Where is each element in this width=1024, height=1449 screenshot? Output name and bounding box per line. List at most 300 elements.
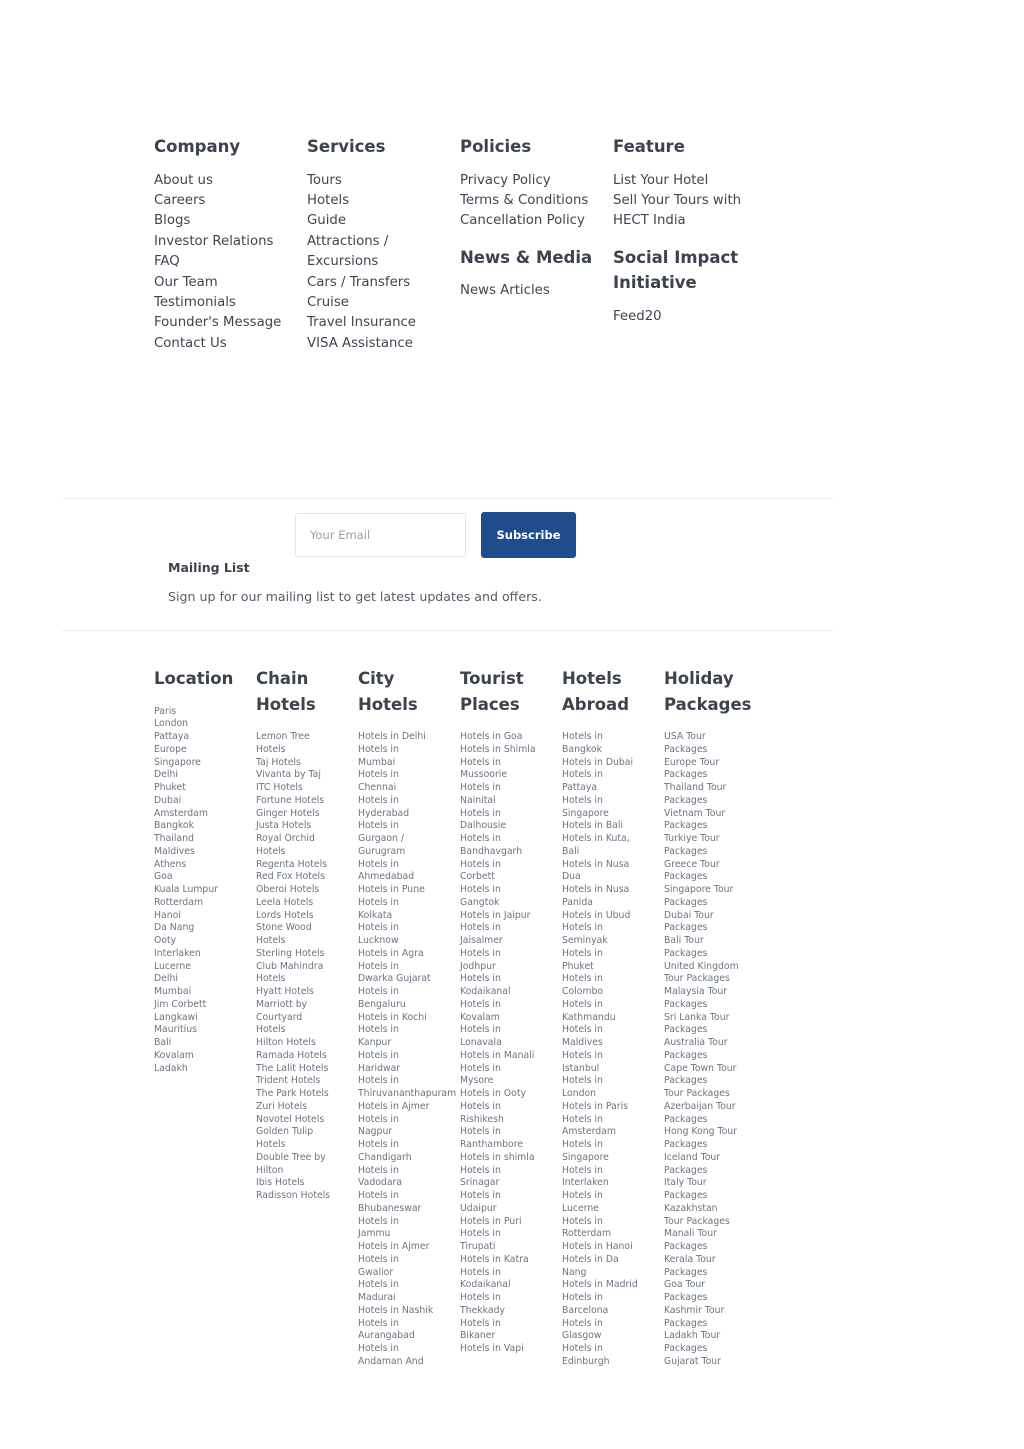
tourist-place-link[interactable]: Hotels in bbox=[460, 884, 501, 895]
location-link[interactable]: Amsterdam bbox=[154, 807, 208, 819]
tourist-place-link[interactable]: Hotels in Shimla bbox=[460, 743, 536, 755]
location-link[interactable]: Mumbai bbox=[154, 986, 192, 997]
hotel-abroad-link[interactable]: Hotels in bbox=[562, 1139, 603, 1150]
holiday-package-link[interactable]: Kerala Tour bbox=[664, 1253, 716, 1265]
city-hotel-link[interactable]: Hotels in bbox=[358, 896, 399, 908]
tourist-place-link[interactable]: Lonavala bbox=[460, 1037, 502, 1048]
location-link[interactable]: Phuket bbox=[154, 782, 186, 793]
hotel-abroad-link[interactable]: Hotels in bbox=[562, 794, 603, 806]
city-hotel-link[interactable]: Hotels in bbox=[358, 1215, 399, 1227]
tourist-place-link[interactable]: Rishikesh bbox=[460, 1113, 504, 1125]
services-link[interactable]: Guide bbox=[307, 213, 347, 229]
tourist-place-link[interactable]: Hotels in bbox=[460, 807, 501, 819]
tourist-place-link[interactable]: Thekkady bbox=[460, 1304, 505, 1316]
hotel-abroad-link[interactable]: Hotels in bbox=[562, 1049, 603, 1061]
subscribe-button[interactable]: Subscribe bbox=[481, 512, 576, 558]
tourist-place-link[interactable]: Hotels in bbox=[460, 833, 501, 844]
holiday-package-link[interactable]: Europe Tour bbox=[664, 756, 720, 768]
chain-hotel-link[interactable]: Zuri Hotels bbox=[256, 1100, 308, 1112]
tourist-place-link[interactable]: Hotels in bbox=[460, 1062, 501, 1074]
hotel-abroad-link[interactable]: Hotels in bbox=[562, 1317, 603, 1329]
chain-hotel-link[interactable]: Hotels bbox=[256, 1139, 286, 1150]
hotel-abroad-link[interactable]: Hotels in bbox=[562, 947, 603, 959]
hotel-abroad-link[interactable]: Hotels in bbox=[562, 1024, 603, 1036]
hotel-abroad-link[interactable]: Hotels in bbox=[562, 731, 603, 742]
city-hotel-link[interactable]: Hotels in Delhi bbox=[358, 731, 426, 742]
chain-hotel-link[interactable]: Double Tree by bbox=[256, 1151, 326, 1163]
location-link[interactable]: Hanoi bbox=[154, 909, 181, 921]
hotel-abroad-link[interactable]: Singapore bbox=[562, 807, 609, 819]
tourist-place-link[interactable]: Kovalam bbox=[460, 1011, 500, 1023]
chain-hotel-link[interactable]: Hotels bbox=[256, 743, 286, 755]
chain-hotel-link[interactable]: Justa Hotels bbox=[256, 820, 312, 832]
policies-link[interactable]: Terms & Conditions bbox=[460, 192, 589, 208]
city-hotel-link[interactable]: Hotels in bbox=[358, 794, 399, 806]
company-link[interactable]: Blogs bbox=[154, 213, 191, 229]
city-hotel-link[interactable]: Vadodara bbox=[358, 1177, 403, 1189]
city-hotel-link[interactable]: Hotels in bbox=[358, 1113, 399, 1125]
services-link[interactable]: Excursions bbox=[307, 254, 379, 270]
hotel-abroad-link[interactable]: London bbox=[562, 1088, 597, 1099]
hotel-abroad-link[interactable]: Hotels in bbox=[562, 922, 603, 934]
holiday-package-link[interactable]: Packages bbox=[664, 1292, 708, 1303]
holiday-package-link[interactable]: Ladakh Tour bbox=[664, 1330, 721, 1342]
hotel-abroad-link[interactable]: Pattaya bbox=[562, 782, 598, 793]
hotel-abroad-link[interactable]: Glasgow bbox=[562, 1330, 602, 1342]
tourist-place-link[interactable]: Mussoorie bbox=[460, 769, 508, 781]
holiday-package-link[interactable]: Thailand Tour bbox=[664, 782, 727, 793]
holiday-package-link[interactable]: Packages bbox=[664, 1190, 708, 1201]
hotel-abroad-link[interactable]: Nang bbox=[562, 1266, 587, 1278]
tourist-place-link[interactable]: Nainital bbox=[460, 794, 496, 806]
holiday-package-link[interactable]: Sri Lanka Tour bbox=[664, 1011, 730, 1023]
city-hotel-link[interactable]: Hotels in bbox=[358, 743, 399, 755]
services-link[interactable]: Cars / Transfers bbox=[307, 274, 411, 290]
holiday-package-link[interactable]: Tour Packages bbox=[664, 1215, 730, 1227]
location-link[interactable]: Ladakh bbox=[154, 1062, 188, 1074]
tourist-place-link[interactable]: Hotels in bbox=[460, 1228, 501, 1240]
city-hotel-link[interactable]: Bhubaneswar bbox=[358, 1202, 422, 1214]
city-hotel-link[interactable]: Hotels in Pune bbox=[358, 884, 425, 895]
city-hotel-link[interactable]: Hotels in bbox=[358, 820, 399, 832]
hotel-abroad-link[interactable]: Panida bbox=[562, 896, 593, 908]
holiday-package-link[interactable]: Packages bbox=[664, 1113, 708, 1125]
holiday-package-link[interactable]: Packages bbox=[664, 1343, 708, 1354]
tourist-place-link[interactable]: Hotels in bbox=[460, 1164, 501, 1176]
city-hotel-link[interactable]: Madurai bbox=[358, 1292, 396, 1303]
tourist-place-link[interactable]: Hotels in bbox=[460, 1024, 501, 1036]
city-hotel-link[interactable]: Hyderabad bbox=[358, 807, 410, 819]
company-link[interactable]: Investor Relations bbox=[154, 233, 274, 249]
holiday-package-link[interactable]: USA Tour bbox=[664, 731, 706, 742]
tourist-place-link[interactable]: Hotels in bbox=[460, 1190, 501, 1201]
holiday-package-link[interactable]: Packages bbox=[664, 1024, 708, 1036]
chain-hotel-link[interactable]: Lords Hotels bbox=[256, 909, 314, 921]
feature-link[interactable]: HECT India bbox=[613, 213, 686, 229]
holiday-package-link[interactable]: Singapore Tour bbox=[664, 884, 734, 895]
city-hotel-link[interactable]: Gwalior bbox=[358, 1266, 394, 1278]
holiday-package-link[interactable]: Packages bbox=[664, 1317, 708, 1329]
chain-hotel-link[interactable]: Radisson Hotels bbox=[256, 1190, 331, 1201]
hotel-abroad-link[interactable]: Hotels in Dubai bbox=[562, 756, 634, 768]
company-link[interactable]: Contact Us bbox=[154, 335, 227, 351]
city-hotel-link[interactable]: Nagpur bbox=[358, 1126, 393, 1138]
holiday-package-link[interactable]: Iceland Tour bbox=[664, 1151, 721, 1163]
hotel-abroad-link[interactable]: Colombo bbox=[562, 986, 604, 997]
city-hotel-link[interactable]: Hotels in bbox=[358, 1343, 399, 1354]
hotel-abroad-link[interactable]: Hotels in Madrid bbox=[562, 1279, 638, 1291]
city-hotel-link[interactable]: Hotels in bbox=[358, 1164, 399, 1176]
tourist-place-link[interactable]: Hotels in bbox=[460, 1292, 501, 1303]
city-hotel-link[interactable]: Hotels in bbox=[358, 1253, 399, 1265]
hotel-abroad-link[interactable]: Hotels in bbox=[562, 1343, 603, 1354]
tourist-place-link[interactable]: Hotels in bbox=[460, 973, 501, 985]
holiday-package-link[interactable]: Packages bbox=[664, 794, 708, 806]
services-link[interactable]: VISA Assistance bbox=[307, 335, 413, 351]
location-link[interactable]: Europe bbox=[154, 743, 187, 755]
holiday-package-link[interactable]: Packages bbox=[664, 769, 708, 781]
chain-hotel-link[interactable]: Ginger Hotels bbox=[256, 807, 320, 819]
holiday-package-link[interactable]: Packages bbox=[664, 1266, 708, 1278]
holiday-package-link[interactable]: Bali Tour bbox=[664, 935, 704, 946]
city-hotel-link[interactable]: Mumbai bbox=[358, 756, 396, 768]
hotel-abroad-link[interactable]: Hotels in bbox=[562, 1215, 603, 1227]
holiday-package-link[interactable]: Turkiye Tour bbox=[664, 833, 720, 844]
holiday-package-link[interactable]: Italy Tour bbox=[664, 1177, 707, 1189]
location-link[interactable]: Ooty bbox=[154, 935, 177, 946]
hotel-abroad-link[interactable]: Hotels in bbox=[562, 973, 603, 985]
tourist-place-link[interactable]: Bikaner bbox=[460, 1330, 496, 1342]
services-link[interactable]: Attractions / bbox=[307, 233, 389, 249]
city-hotel-link[interactable]: Hotels in bbox=[358, 769, 399, 781]
tourist-place-link[interactable]: Hotels in bbox=[460, 998, 501, 1010]
chain-hotel-link[interactable]: Red Fox Hotels bbox=[256, 871, 325, 883]
holiday-package-link[interactable]: Packages bbox=[664, 1164, 708, 1176]
tourist-place-link[interactable]: Hotels in bbox=[460, 947, 501, 959]
location-link[interactable]: Athens bbox=[154, 858, 187, 870]
hotel-abroad-link[interactable]: Hotels in Bali bbox=[562, 820, 624, 832]
policies-link[interactable]: Privacy Policy bbox=[460, 172, 551, 188]
hotel-abroad-link[interactable]: Interlaken bbox=[562, 1177, 609, 1189]
social-impact-heading-line1: Social Impact bbox=[613, 247, 739, 267]
location-link[interactable]: Da Nang bbox=[154, 922, 195, 934]
chain-hotel-link[interactable]: Golden Tulip bbox=[256, 1126, 314, 1138]
hotel-abroad-link[interactable]: Hotels in Paris bbox=[562, 1100, 628, 1112]
city-hotel-link[interactable]: Hotels in bbox=[358, 1075, 399, 1087]
city-hotel-link[interactable]: Hotels in Agra bbox=[358, 947, 424, 959]
chain-hotel-link[interactable]: ITC Hotels bbox=[256, 782, 303, 793]
city-hotel-link[interactable]: Hotels in bbox=[358, 1139, 399, 1150]
chain-hotel-link[interactable]: Sterling Hotels bbox=[256, 947, 325, 959]
city-hotel-link[interactable]: Jammu bbox=[358, 1228, 391, 1240]
chain-hotel-link[interactable]: Ramada Hotels bbox=[256, 1049, 327, 1061]
city-hotel-link[interactable]: Bengaluru bbox=[358, 998, 406, 1010]
holiday-package-link[interactable]: Greece Tour bbox=[664, 858, 720, 870]
hotel-abroad-link[interactable]: Hotels in bbox=[562, 1292, 603, 1303]
tourist-place-link[interactable]: Hotels in bbox=[460, 1317, 501, 1329]
news-media-link[interactable]: News Articles bbox=[460, 283, 550, 299]
tourist-place-link[interactable]: Hotels in Goa bbox=[460, 731, 523, 742]
chain-hotel-link[interactable]: Hyatt Hotels bbox=[256, 986, 314, 997]
holiday-package-link[interactable]: Packages bbox=[664, 896, 708, 908]
city-hotel-link[interactable]: Lucknow bbox=[358, 935, 399, 946]
chain-hotel-link[interactable]: Lemon Tree bbox=[256, 731, 310, 742]
feature-link[interactable]: Sell Your Tours with bbox=[613, 192, 742, 208]
chain-hotel-link[interactable]: Courtyard bbox=[256, 1011, 303, 1023]
tourist-place-link[interactable]: Hotels in bbox=[460, 1126, 501, 1138]
company-link[interactable]: Testimonials bbox=[154, 294, 236, 310]
holiday-package-link[interactable]: Tour Packages bbox=[664, 973, 730, 985]
company-link[interactable]: FAQ bbox=[154, 254, 180, 270]
policies-link[interactable]: Cancellation Policy bbox=[460, 213, 585, 229]
hotel-abroad-link[interactable]: Phuket bbox=[562, 960, 594, 972]
chain-hotel-link[interactable]: Novotel Hotels bbox=[256, 1113, 325, 1125]
city-hotel-link[interactable]: Gurgaon / bbox=[358, 833, 405, 844]
tourist-places-heading-line1: Tourist bbox=[460, 669, 524, 688]
city-hotel-link[interactable]: Hotels in Nashik bbox=[358, 1304, 434, 1316]
holiday-package-link[interactable]: Azerbaijan Tour bbox=[664, 1100, 736, 1112]
hotel-abroad-link[interactable]: Hotels in bbox=[562, 1190, 603, 1201]
tourist-place-link[interactable]: Hotels in Katra bbox=[460, 1253, 529, 1265]
tourist-place-link[interactable]: Hotels in bbox=[460, 756, 501, 768]
hotel-abroad-link[interactable]: Hotels in bbox=[562, 1075, 603, 1087]
holiday-package-link[interactable]: Packages bbox=[664, 871, 708, 883]
city-hotel-link[interactable]: Hotels in bbox=[358, 960, 399, 972]
city-hotel-link[interactable]: Gurugram bbox=[358, 845, 406, 857]
hotel-abroad-link[interactable]: Dua bbox=[562, 871, 581, 883]
tourist-place-link[interactable]: Kodaikanal bbox=[460, 1279, 511, 1291]
location-link[interactable]: Bali bbox=[154, 1037, 172, 1048]
tourist-place-link[interactable]: Hotels in bbox=[460, 1100, 501, 1112]
hotel-abroad-link[interactable]: Rotterdam bbox=[562, 1228, 612, 1240]
hotel-abroad-link[interactable]: Bali bbox=[562, 845, 580, 857]
city-hotel-link[interactable]: Hotels in bbox=[358, 1049, 399, 1061]
hotel-abroad-link[interactable]: Hotels in bbox=[562, 1113, 603, 1125]
chain-hotel-link[interactable]: Marriott by bbox=[256, 998, 308, 1010]
holiday-package-link[interactable]: Packages bbox=[664, 845, 708, 857]
holiday-package-link[interactable]: Kashmir Tour bbox=[664, 1304, 725, 1316]
chain-hotel-link[interactable]: Taj Hotels bbox=[256, 756, 301, 768]
holiday-package-link[interactable]: Vietnam Tour bbox=[664, 807, 726, 819]
chain-hotel-link[interactable]: Club Mahindra bbox=[256, 960, 324, 972]
holiday-package-link[interactable]: Malaysia Tour bbox=[664, 986, 728, 997]
hotel-abroad-link[interactable]: Hotels in Ubud bbox=[562, 909, 631, 921]
chain-hotel-link[interactable]: Hilton bbox=[256, 1164, 284, 1176]
chain-hotel-link[interactable]: Regenta Hotels bbox=[256, 858, 328, 870]
location-link[interactable]: Dubai bbox=[154, 794, 182, 806]
location-link[interactable]: Lucerne bbox=[154, 960, 192, 972]
policies-links bbox=[460, 171, 610, 232]
chain-hotel-link[interactable]: Oberoi Hotels bbox=[256, 884, 320, 895]
holiday-package-link[interactable]: Cape Town Tour bbox=[664, 1062, 737, 1074]
holiday-package-link[interactable]: Packages bbox=[664, 1075, 708, 1087]
hotel-abroad-link[interactable]: Lucerne bbox=[562, 1202, 600, 1214]
city-hotel-link[interactable]: Aurangabad bbox=[358, 1330, 415, 1342]
hotel-abroad-link[interactable]: Seminyak bbox=[562, 935, 608, 946]
location-link[interactable]: Pattaya bbox=[154, 731, 190, 742]
feature-link[interactable]: List Your Hotel bbox=[613, 172, 709, 188]
location-link[interactable]: Maldives bbox=[154, 845, 195, 857]
city-hotel-link[interactable]: Hotels in Ajmer bbox=[358, 1241, 430, 1252]
location-link[interactable]: London bbox=[154, 718, 189, 730]
chain-hotel-link[interactable]: Hotels bbox=[256, 973, 286, 985]
hotel-abroad-link[interactable]: Kathmandu bbox=[562, 1011, 616, 1023]
location-link[interactable]: Mauritius bbox=[154, 1024, 197, 1036]
tourist-place-link[interactable]: Tirupati bbox=[460, 1241, 496, 1252]
hotel-abroad-link[interactable]: Hotels in Nusa bbox=[562, 884, 630, 895]
tourist-place-link[interactable]: Dalhousie bbox=[460, 820, 507, 832]
city-hotel-link[interactable]: Dwarka Gujarat bbox=[358, 973, 431, 985]
location-link[interactable]: Langkawi bbox=[154, 1011, 198, 1023]
tourist-place-link[interactable]: Ranthambore bbox=[460, 1139, 524, 1150]
holiday-package-link[interactable]: Australia Tour bbox=[664, 1037, 728, 1048]
city-hotel-link[interactable]: Hotels in bbox=[358, 1279, 399, 1291]
company-link[interactable]: Our Team bbox=[154, 274, 218, 290]
holiday-package-link[interactable]: Kazakhstan bbox=[664, 1202, 718, 1214]
hotel-abroad-link[interactable]: Barcelona bbox=[562, 1304, 609, 1316]
hotel-abroad-link[interactable]: Edinburgh bbox=[562, 1355, 610, 1367]
hotel-abroad-link[interactable]: Hotels in bbox=[562, 1164, 603, 1176]
city-hotel-link[interactable]: Hotels in bbox=[358, 1024, 399, 1036]
tourist-place-link[interactable]: Udaipur bbox=[460, 1202, 497, 1214]
location-link[interactable]: Kuala Lumpur bbox=[154, 884, 219, 895]
company-link[interactable]: About us bbox=[154, 172, 213, 188]
city-hotel-link[interactable]: Hotels in Kochi bbox=[358, 1011, 427, 1023]
holiday-packages-heading bbox=[664, 666, 764, 717]
policies-column bbox=[460, 134, 610, 302]
services-link[interactable]: Hotels bbox=[307, 192, 350, 208]
hotel-abroad-link[interactable]: Hotels in Nusa bbox=[562, 858, 630, 870]
city-hotel-link[interactable]: Chandigarh bbox=[358, 1151, 412, 1163]
chain-hotel-link[interactable]: Vivanta by Taj bbox=[256, 769, 321, 781]
hotel-abroad-link[interactable]: Bangkok bbox=[562, 743, 602, 755]
holiday-package-link[interactable]: Packages bbox=[664, 998, 708, 1010]
holiday-package-link[interactable]: Packages bbox=[664, 947, 708, 959]
social-impact-link[interactable]: Feed20 bbox=[613, 308, 662, 324]
holiday-package-link[interactable]: Hong Kong Tour bbox=[664, 1126, 737, 1138]
email-input[interactable] bbox=[295, 513, 466, 557]
hotel-abroad-link[interactable]: Hotels in bbox=[562, 998, 603, 1010]
services-link[interactable]: Cruise bbox=[307, 294, 349, 310]
divider-top bbox=[62, 498, 833, 499]
city-hotel-link[interactable]: Hotels in Ajmer bbox=[358, 1100, 430, 1112]
city-hotel-link[interactable]: Hotels in bbox=[358, 986, 399, 997]
location-link[interactable]: Singapore bbox=[154, 756, 201, 768]
tourist-place-link[interactable]: Hotels in Jaipur bbox=[460, 909, 531, 921]
hotel-abroad-link[interactable]: Maldives bbox=[562, 1037, 603, 1048]
holiday-package-link[interactable]: Dubai Tour bbox=[664, 909, 714, 921]
tourist-place-link[interactable]: Gangtok bbox=[460, 896, 500, 908]
location-link[interactable]: Rotterdam bbox=[154, 896, 204, 908]
tourist-place-link[interactable]: Hotels in bbox=[460, 858, 501, 870]
holiday-package-link[interactable]: Gujarat Tour bbox=[664, 1355, 721, 1367]
chain-hotel-link[interactable]: Leela Hotels bbox=[256, 896, 314, 908]
location-link[interactable]: Delhi bbox=[154, 769, 178, 781]
hotel-abroad-link[interactable]: Hotels in Kuta, bbox=[562, 833, 630, 844]
tourist-place-link[interactable]: Mysore bbox=[460, 1075, 494, 1087]
chain-hotel-link[interactable]: Stone Wood bbox=[256, 922, 312, 934]
chain-hotel-link[interactable]: Hotels bbox=[256, 935, 286, 946]
hotel-abroad-link[interactable]: Istanbul bbox=[562, 1062, 600, 1074]
tourist-place-link[interactable]: Hotels in Vapi bbox=[460, 1343, 524, 1354]
city-hotel-link[interactable]: Haridwar bbox=[358, 1062, 401, 1074]
tourist-place-link[interactable]: Hotels in Puri bbox=[460, 1215, 522, 1227]
chain-hotel-link[interactable]: Hotels bbox=[256, 1024, 286, 1036]
holiday-package-link[interactable]: Manali Tour bbox=[664, 1228, 717, 1240]
tourist-place-link[interactable]: Srinagar bbox=[460, 1177, 500, 1189]
location-link[interactable]: Paris bbox=[154, 705, 177, 717]
services-link[interactable]: Travel Insurance bbox=[307, 315, 416, 331]
city-hotel-link[interactable]: Ahmedabad bbox=[358, 871, 415, 883]
hotel-abroad-link[interactable]: Hotels in bbox=[562, 769, 603, 781]
hotel-abroad-link[interactable]: Hotels in Hanoi bbox=[562, 1241, 633, 1252]
tourist-place-link[interactable]: Bandhavgarh bbox=[460, 845, 523, 857]
city-hotel-link[interactable]: Hotels in bbox=[358, 1190, 399, 1201]
location-link[interactable]: Kovalam bbox=[154, 1049, 194, 1061]
chain-hotel-link[interactable]: Fortune Hotels bbox=[256, 794, 325, 806]
services-column bbox=[307, 134, 457, 354]
holiday-package-link[interactable]: Packages bbox=[664, 1139, 708, 1150]
location-link[interactable]: Jim Corbett bbox=[154, 998, 207, 1010]
hotel-abroad-link[interactable]: Amsterdam bbox=[562, 1126, 616, 1138]
tourist-place-link[interactable]: Hotels in bbox=[460, 922, 501, 934]
chain-hotel-link[interactable]: Royal Orchid bbox=[256, 833, 315, 844]
holiday-package-link[interactable]: Packages bbox=[664, 1049, 708, 1061]
holiday-package-link[interactable]: Packages bbox=[664, 820, 708, 832]
city-hotel-link[interactable]: Chennai bbox=[358, 782, 397, 793]
city-hotel-link[interactable]: Thiruvananthapuram bbox=[358, 1088, 457, 1099]
tourist-place-link[interactable]: Hotels in shimla bbox=[460, 1151, 535, 1163]
chain-hotel-link[interactable]: Ibis Hotels bbox=[256, 1177, 305, 1189]
holiday-package-link[interactable]: Packages bbox=[664, 1241, 708, 1252]
holiday-package-link[interactable]: Packages bbox=[664, 922, 708, 934]
company-link[interactable]: Founder's Message bbox=[154, 315, 282, 331]
tourist-place-link[interactable]: Hotels in bbox=[460, 1266, 501, 1278]
tourist-place-link[interactable]: Kodaikanal bbox=[460, 986, 511, 997]
tourist-place-link[interactable]: Hotels in Manali bbox=[460, 1049, 535, 1061]
chain-hotel-link[interactable]: Hilton Hotels bbox=[256, 1037, 316, 1048]
location-link[interactable]: Bangkok bbox=[154, 820, 194, 832]
chain-hotel-link[interactable]: Trident Hotels bbox=[256, 1075, 321, 1087]
holiday-package-link[interactable]: United Kingdom bbox=[664, 960, 739, 972]
chain-hotel-link[interactable]: The Park Hotels bbox=[256, 1088, 329, 1099]
tourist-place-link[interactable]: Jodhpur bbox=[460, 960, 496, 972]
company-link[interactable]: Careers bbox=[154, 192, 206, 208]
city-hotel-link[interactable]: Kolkata bbox=[358, 909, 393, 921]
tourist-place-link[interactable]: Hotels in bbox=[460, 782, 501, 793]
holiday-package-link[interactable]: Goa Tour bbox=[664, 1279, 706, 1291]
city-hotel-link[interactable]: Hotels in bbox=[358, 922, 399, 934]
holiday-package-link[interactable]: Tour Packages bbox=[664, 1088, 730, 1099]
location-link[interactable]: Interlaken bbox=[154, 947, 201, 959]
services-link[interactable]: Tours bbox=[307, 172, 342, 188]
location-link[interactable]: Delhi bbox=[154, 973, 178, 985]
tourist-place-link[interactable]: Hotels in Ooty bbox=[460, 1088, 527, 1099]
city-hotel-link[interactable]: Hotels in bbox=[358, 858, 399, 870]
tourist-place-link[interactable]: Jaisalmer bbox=[460, 935, 503, 946]
location-link[interactable]: Thailand bbox=[154, 833, 194, 844]
location-link[interactable]: Goa bbox=[154, 871, 173, 883]
chain-hotel-link[interactable]: Hotels bbox=[256, 845, 286, 857]
holiday-package-link[interactable]: Packages bbox=[664, 743, 708, 755]
city-hotel-link[interactable]: Andaman And bbox=[358, 1355, 424, 1367]
city-hotel-link[interactable]: Kanpur bbox=[358, 1037, 392, 1048]
tourist-place-link[interactable]: Corbett bbox=[460, 871, 495, 883]
city-hotel-link[interactable]: Hotels in bbox=[358, 1317, 399, 1329]
hotel-abroad-link[interactable]: Singapore bbox=[562, 1151, 609, 1163]
chain-hotel-link[interactable]: The Lalit Hotels bbox=[256, 1062, 329, 1074]
hotel-abroad-link[interactable]: Hotels in Da bbox=[562, 1253, 619, 1265]
